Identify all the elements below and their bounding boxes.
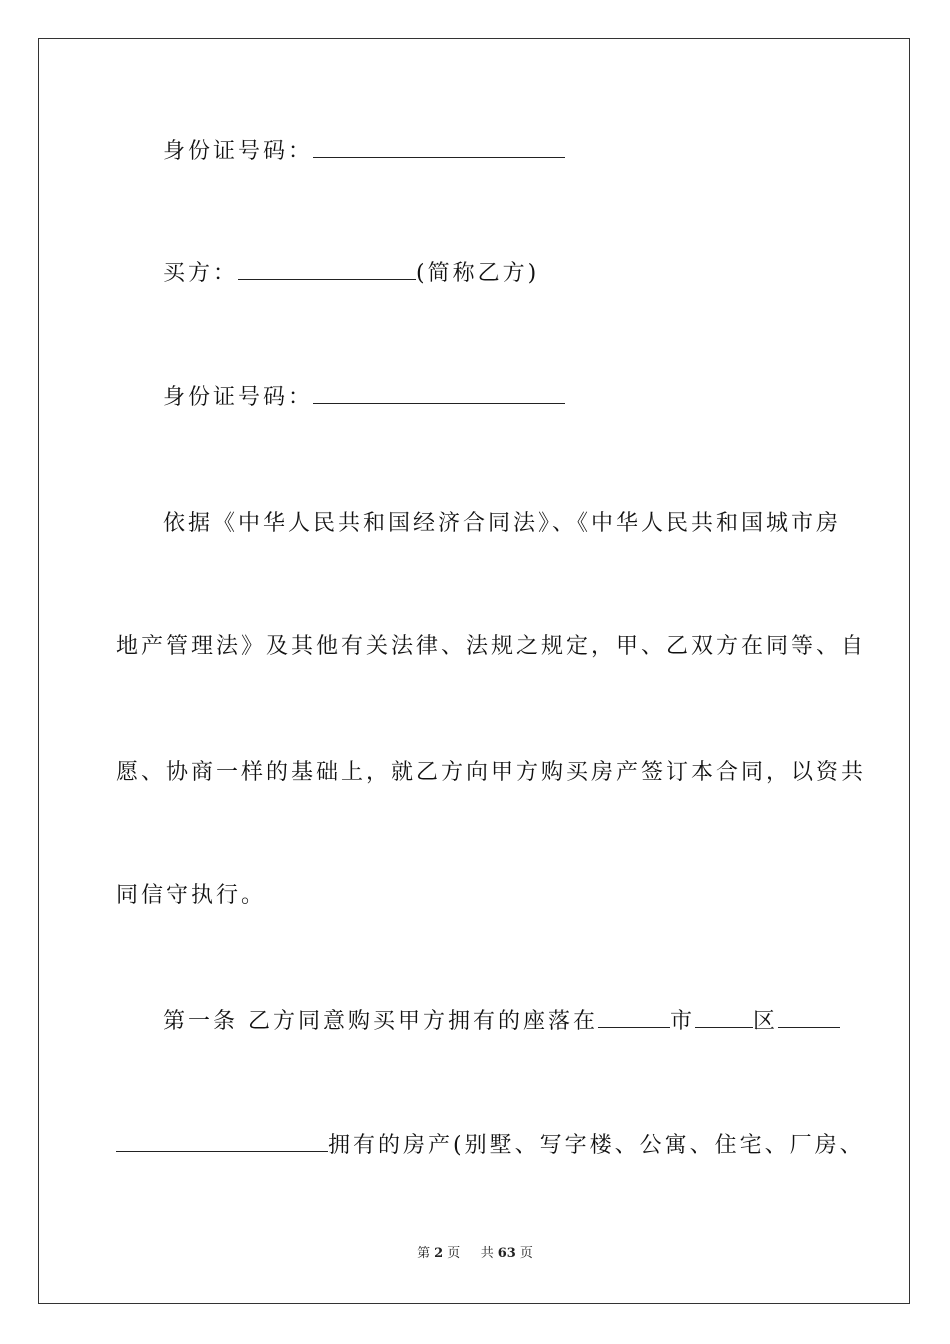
buyer-label: 买方： [163,261,239,286]
footer-prefix: 第 [417,1246,431,1261]
district-blank[interactable] [695,1007,753,1028]
footer-page-unit: 页 [447,1246,461,1261]
buyer-id-line [163,383,565,413]
footer-page-number: 2 [434,1246,444,1261]
page-border [38,38,910,1304]
paragraph-line-4: 同信守执行。 [116,883,267,908]
page-footer [0,1246,950,1262]
buyer-note: (简称乙方) [416,261,540,286]
seller-id-label: 身份证号码： [163,139,314,164]
paragraph-line-2: 地产管理法》及其他有关法律、法规之规定，甲、乙双方在同等、自 [116,634,867,659]
article-one-line-1 [163,1007,840,1037]
buyer-id-blank[interactable] [313,383,565,404]
district-label: 区 [753,1009,779,1034]
buyer-name-blank[interactable] [238,259,416,280]
paragraph-line-1: 依据《中华人民共和国经济合同法》、《中华人民共和国城市房 [163,511,842,536]
seller-id-blank[interactable] [313,137,565,158]
address-blank[interactable] [116,1131,328,1152]
buyer-id-label: 身份证号码： [163,385,314,410]
city-blank[interactable] [598,1007,670,1028]
city-label: 市 [670,1009,696,1034]
paragraph-line-3: 愿、协商一样的基础上，就乙方向甲方购买房产签订本合同，以资共 [116,760,867,785]
article-one-line-2 [116,1131,865,1161]
buyer-line [163,259,539,289]
location-blank[interactable] [778,1007,840,1028]
seller-id-line [163,137,565,167]
property-type-text: 拥有的房产(别墅、写字楼、公寓、住宅、厂房、 [328,1133,865,1158]
article-one-text: 第一条 乙方同意购买甲方拥有的座落在 [163,1009,598,1034]
footer-total-unit: 页 [519,1246,533,1261]
footer-total-pages: 63 [497,1246,516,1261]
footer-total-prefix: 共 [480,1246,494,1261]
